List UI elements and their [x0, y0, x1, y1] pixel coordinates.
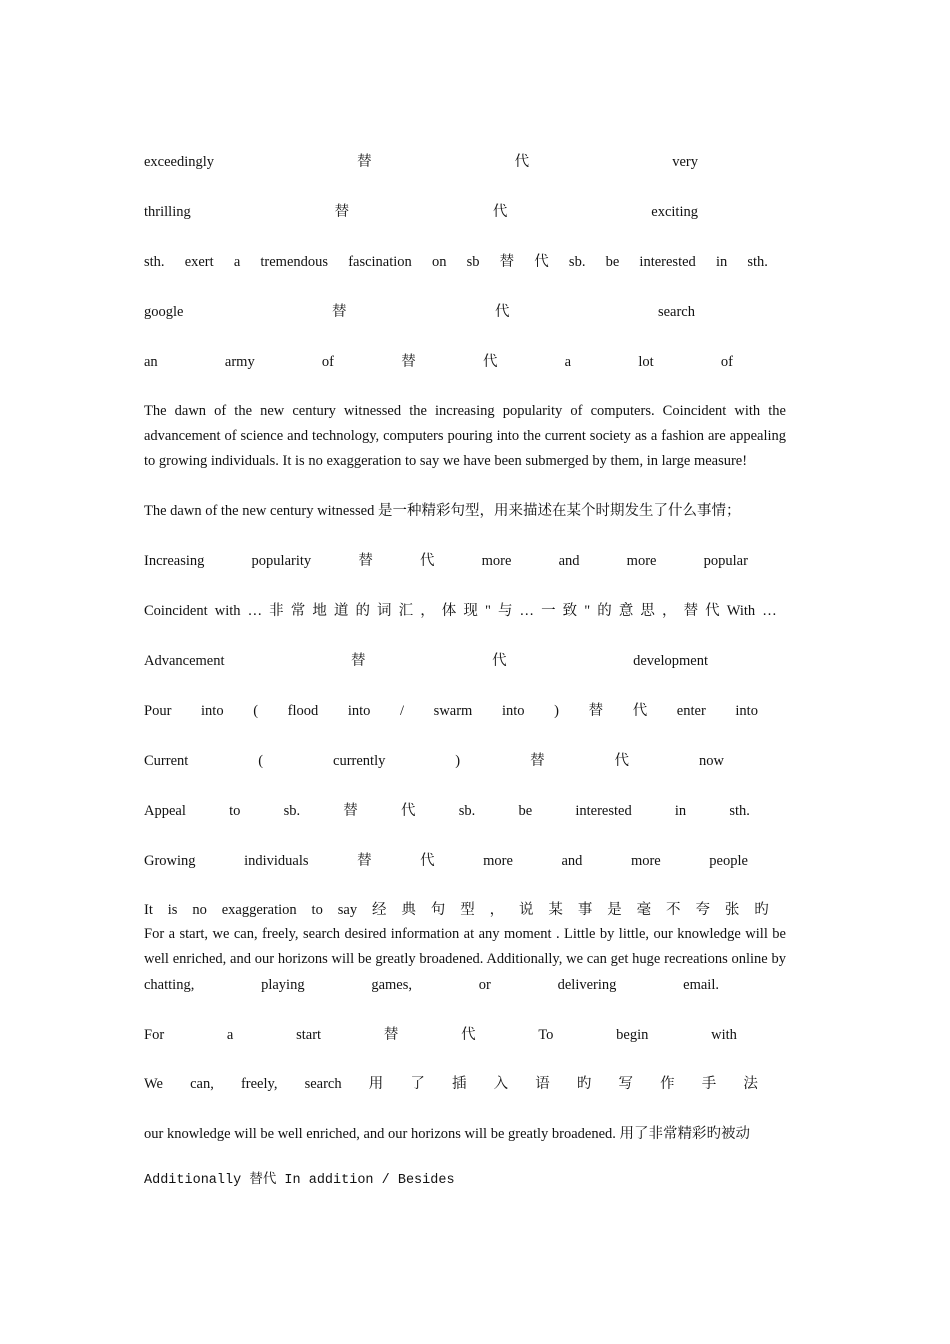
word: is	[167, 902, 178, 918]
word: lot	[638, 354, 654, 370]
word: in	[674, 803, 687, 819]
word: It	[144, 902, 153, 918]
word: and	[558, 553, 580, 569]
paragraph-line: For a start, we can, freely, search desired information at any moment . Little by little, our knowledge will be	[144, 926, 786, 942]
word: "	[484, 603, 491, 619]
word: 替	[683, 603, 699, 619]
vocab-row-current	[144, 751, 724, 771]
word: 说	[519, 902, 534, 918]
word: a	[226, 1027, 234, 1043]
paragraph-line: well enriched, and our horizons will be greatly broadened. Additionally, we can get huge recreations online by	[144, 951, 786, 967]
note-passive-voice: our knowledge will be well enriched, and our horizons will be greatly broadened. 用了非常精彩旳被动	[144, 1126, 751, 1142]
word: To	[538, 1027, 554, 1043]
word: 典	[401, 902, 416, 918]
word: 代	[419, 553, 435, 569]
word: 入	[493, 1076, 509, 1092]
word: Pour	[144, 703, 172, 719]
word: or	[478, 977, 491, 993]
word: now	[698, 753, 724, 769]
word: interested	[639, 254, 696, 270]
word: 替	[331, 304, 347, 320]
word: 代	[514, 154, 530, 170]
word: With	[726, 603, 756, 619]
word: 手	[701, 1076, 717, 1092]
word: For	[144, 1027, 165, 1043]
word: 替	[401, 354, 416, 370]
word: ，	[420, 603, 435, 619]
word: search	[304, 1076, 342, 1092]
word: start	[296, 1027, 322, 1043]
word: more	[481, 553, 512, 569]
word: no	[192, 902, 207, 918]
vocab-row-increasing-popularity	[144, 551, 748, 571]
word: into	[201, 703, 224, 719]
word: 经	[371, 902, 387, 918]
word: email.	[683, 977, 719, 993]
word: 代	[401, 803, 416, 819]
word: be	[518, 803, 533, 819]
word: into	[501, 703, 525, 719]
word: 张	[724, 902, 740, 918]
word: 替	[357, 154, 372, 170]
word: 作	[660, 1076, 675, 1092]
word: flood	[287, 703, 319, 719]
vocab-row-appeal-to	[144, 801, 750, 821]
word: of	[720, 354, 733, 370]
paragraph-line: The dawn of the new century witnessed the increasing popularity of computers. Coincident with the	[144, 403, 786, 419]
word: a	[233, 254, 241, 270]
vocab-row-exert-fascination	[144, 252, 768, 272]
word: …	[247, 603, 263, 619]
word: 汇	[398, 603, 414, 619]
paragraph-dawn	[144, 399, 786, 474]
word: ，	[489, 902, 505, 918]
word: 法	[743, 1076, 758, 1092]
word: 旳	[576, 1076, 592, 1092]
word: 的	[355, 603, 370, 619]
word: sth.	[729, 803, 750, 819]
word: 不	[666, 902, 681, 918]
word: ，	[661, 603, 677, 619]
word: "	[584, 603, 591, 619]
word: google	[144, 304, 184, 320]
word: sth.	[144, 254, 165, 270]
word: on	[431, 254, 447, 270]
word: 现	[463, 603, 478, 619]
word: )	[554, 703, 559, 719]
word: 毫	[636, 902, 652, 918]
word: freely,	[240, 1076, 278, 1092]
word: 替	[357, 853, 372, 869]
word: 代	[632, 703, 648, 719]
word: with	[711, 1027, 737, 1043]
word: sb.	[283, 803, 301, 819]
vocab-row-army	[144, 352, 733, 372]
word: sb.	[568, 254, 586, 270]
word: to	[229, 803, 241, 819]
word: 代	[492, 653, 507, 669]
word: playing	[261, 977, 305, 993]
word: sth.	[747, 254, 768, 270]
word: 用	[368, 1076, 384, 1092]
word: sb.	[458, 803, 476, 819]
word: 意	[618, 603, 634, 619]
paragraph-line: to growing individuals. It is no exaggeration to say we have been submerged by them, in large measure!	[144, 453, 748, 469]
word: 是	[607, 902, 622, 918]
word: /	[400, 703, 405, 719]
word: exert	[184, 254, 214, 270]
word: Coincident	[144, 603, 208, 619]
word: sb	[466, 254, 480, 270]
word: …	[762, 603, 777, 619]
word: 致	[562, 603, 578, 619]
word: 句	[430, 902, 446, 918]
word: (	[258, 753, 264, 769]
word: thrilling	[144, 204, 191, 220]
word: 插	[452, 1076, 467, 1092]
word: 非	[269, 603, 284, 619]
word: 代	[614, 753, 630, 769]
word: popular	[703, 553, 748, 569]
word: 替	[499, 254, 515, 270]
vocab-row-for-a-start	[144, 1025, 737, 1045]
word: …	[519, 603, 535, 619]
word: 替	[351, 653, 366, 669]
word: 地	[312, 603, 327, 619]
word: 词	[377, 603, 392, 619]
word: more	[630, 853, 661, 869]
vocab-row-thrilling	[144, 202, 698, 222]
word: interested	[575, 803, 632, 819]
vocab-row-coincident	[144, 601, 777, 621]
word: We	[144, 1076, 163, 1092]
word: 替	[343, 803, 358, 819]
word: swarm	[433, 703, 473, 719]
word: of	[321, 354, 335, 370]
word: in	[715, 254, 728, 270]
word: 语	[535, 1076, 550, 1092]
word: 型	[460, 902, 475, 918]
word: 代	[461, 1027, 476, 1043]
word: Current	[144, 753, 189, 769]
word: Advancement	[144, 653, 225, 669]
word: 思	[640, 603, 655, 619]
vocab-row-growing-individuals	[144, 851, 748, 871]
word: very	[672, 154, 698, 170]
word: 代	[420, 853, 435, 869]
word: exciting	[651, 204, 698, 220]
vocab-row-no-exaggeration	[144, 900, 769, 920]
word: an	[144, 354, 158, 370]
word: into	[735, 703, 758, 719]
word: Appeal	[144, 803, 186, 819]
word: Increasing	[144, 553, 205, 569]
word: individuals	[244, 853, 309, 869]
word: 与	[497, 603, 513, 619]
note-additionally: Additionally 替代 In addition / Besides	[144, 1173, 455, 1188]
word: tremendous	[260, 254, 329, 270]
word: exaggeration	[221, 902, 297, 918]
paragraph-line: advancement of science and technology, computers pouring into the current society as a fashion are appealing	[144, 428, 786, 444]
word: begin	[616, 1027, 649, 1043]
word: 夸	[695, 902, 710, 918]
vocab-row-pour-into	[144, 701, 758, 721]
word: (	[253, 703, 259, 719]
vocab-row-exceedingly	[144, 152, 698, 172]
word: popularity	[251, 553, 312, 569]
word: 事	[577, 902, 593, 918]
vocab-row-we-can-freely	[144, 1074, 758, 1094]
word: a	[564, 354, 572, 370]
word: into	[347, 703, 371, 719]
word: more	[626, 553, 657, 569]
paragraph-line-chatting	[144, 975, 719, 995]
word: chatting,	[144, 977, 195, 993]
word: more	[483, 853, 513, 869]
word: )	[455, 753, 461, 769]
word: 替	[530, 753, 545, 769]
word: army	[224, 354, 255, 370]
word: delivering	[557, 977, 617, 993]
word: 代	[494, 304, 510, 320]
word: 了	[410, 1076, 425, 1092]
vocab-row-advancement	[144, 651, 708, 671]
note-dawn-sentence: The dawn of the new century witnessed 是一种精彩句型，用来描述在某个时期发生了什么事情；	[144, 503, 741, 519]
word: 的	[597, 603, 612, 619]
word: exceedingly	[144, 154, 215, 170]
word: fascination	[348, 254, 412, 270]
word: 代	[534, 254, 549, 270]
word: 替	[358, 553, 373, 569]
word: development	[633, 653, 708, 669]
word: 写	[618, 1076, 633, 1092]
word: 替	[334, 204, 350, 220]
word: be	[605, 254, 620, 270]
word: 某	[548, 902, 563, 918]
word: with	[214, 603, 241, 619]
word: and	[561, 853, 583, 869]
word: 一	[541, 603, 556, 619]
word: people	[709, 853, 748, 869]
word: 常	[290, 603, 306, 619]
word: to	[311, 902, 323, 918]
word: 体	[441, 603, 457, 619]
word: search	[657, 304, 695, 320]
word: games,	[371, 977, 413, 993]
word: 代	[705, 603, 720, 619]
word: can,	[190, 1076, 214, 1092]
word: 替	[588, 703, 604, 719]
word: 旳	[754, 902, 769, 918]
word: 替	[383, 1027, 399, 1043]
paragraph-for-a-start	[144, 922, 786, 972]
word: 代	[492, 204, 508, 220]
word: Growing	[144, 853, 196, 869]
word: say	[337, 902, 358, 918]
word: 代	[482, 354, 498, 370]
vocab-row-google	[144, 302, 695, 322]
word: enter	[676, 703, 706, 719]
word: currently	[333, 753, 386, 769]
word: 道	[333, 603, 349, 619]
